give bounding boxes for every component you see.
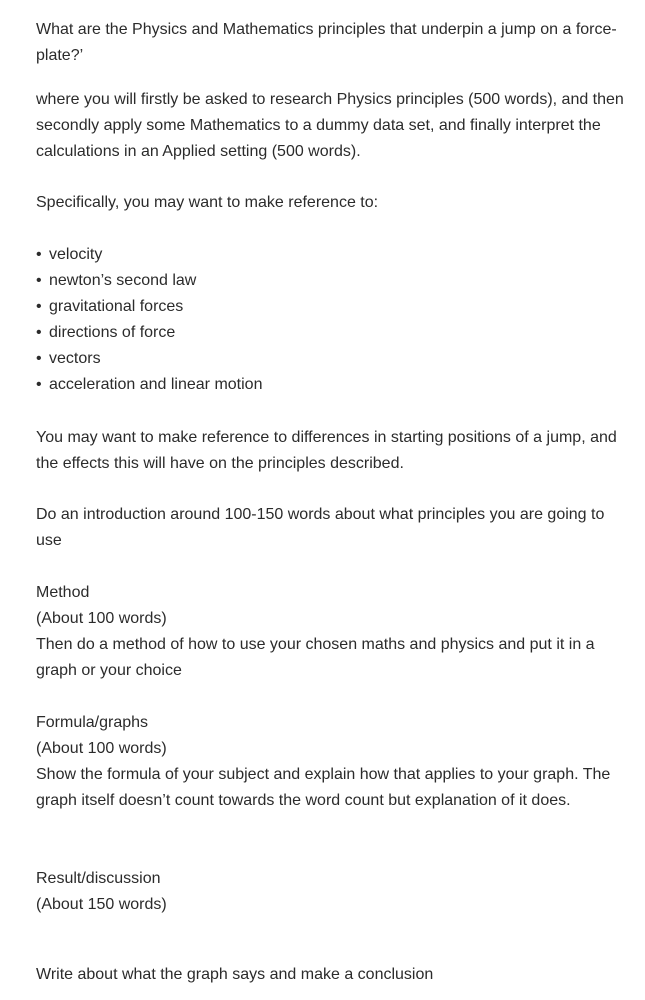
intro-paragraph: where you will firstly be asked to research Physics principles (500 words), and then secondly apply some Mathematics to a dummy data set, and finally interpret the calculations in an Applied setting (500 words). xyxy=(36,91,624,160)
list-item xyxy=(36,242,628,268)
list-item xyxy=(36,268,628,294)
introduction-instruction: Do an introduction around 100-150 words about what principles you are going to use xyxy=(36,506,605,549)
formula-word-count: (About 100 words) xyxy=(36,740,167,757)
list-item xyxy=(36,372,628,398)
starting-positions-note: You may want to make reference to differences in starting positions of a jump, and the effects this will have on the principles described. xyxy=(36,429,617,472)
bullet-icon: • xyxy=(36,350,42,367)
bullet-icon: • xyxy=(36,246,42,263)
method-body: Then do a method of how to use your chosen maths and physics and put it in a graph or your choice xyxy=(36,636,595,679)
question-text: What are the Physics and Mathematics principles that underpin a jump on a force-plate?’ xyxy=(36,21,617,64)
result-title: Result/discussion xyxy=(36,870,161,887)
bullet-icon: • xyxy=(36,376,42,393)
method-word-count: (About 100 words) xyxy=(36,610,167,627)
formula-body: Show the formula of your subject and explain how that applies to your graph. The graph itself doesn’t count towards the word count but explanation of it does. xyxy=(36,766,611,809)
reference-prompt: Specifically, you may want to make reference to: xyxy=(36,194,379,211)
bullet-icon: • xyxy=(36,272,42,289)
list-item-label: vectors xyxy=(49,350,101,367)
result-word-count: (About 150 words) xyxy=(36,896,167,913)
list-item xyxy=(36,346,628,372)
formula-title: Formula/graphs xyxy=(36,714,149,731)
formula-section xyxy=(36,710,628,814)
final-instruction: Write about what the graph says and make a conclusion xyxy=(36,966,434,983)
list-item-label: acceleration and linear motion xyxy=(49,376,263,393)
bullet-icon: • xyxy=(36,298,42,315)
list-item xyxy=(36,294,628,320)
method-section xyxy=(36,580,628,684)
result-section xyxy=(36,866,628,918)
principles-list xyxy=(36,242,628,398)
list-item-label: velocity xyxy=(49,246,103,263)
method-title: Method xyxy=(36,584,90,601)
list-item-label: newton’s second law xyxy=(49,272,197,289)
list-item-label: directions of force xyxy=(49,324,176,341)
list-item-label: gravitational forces xyxy=(49,298,184,315)
bullet-icon: • xyxy=(36,324,42,341)
list-item xyxy=(36,320,628,346)
